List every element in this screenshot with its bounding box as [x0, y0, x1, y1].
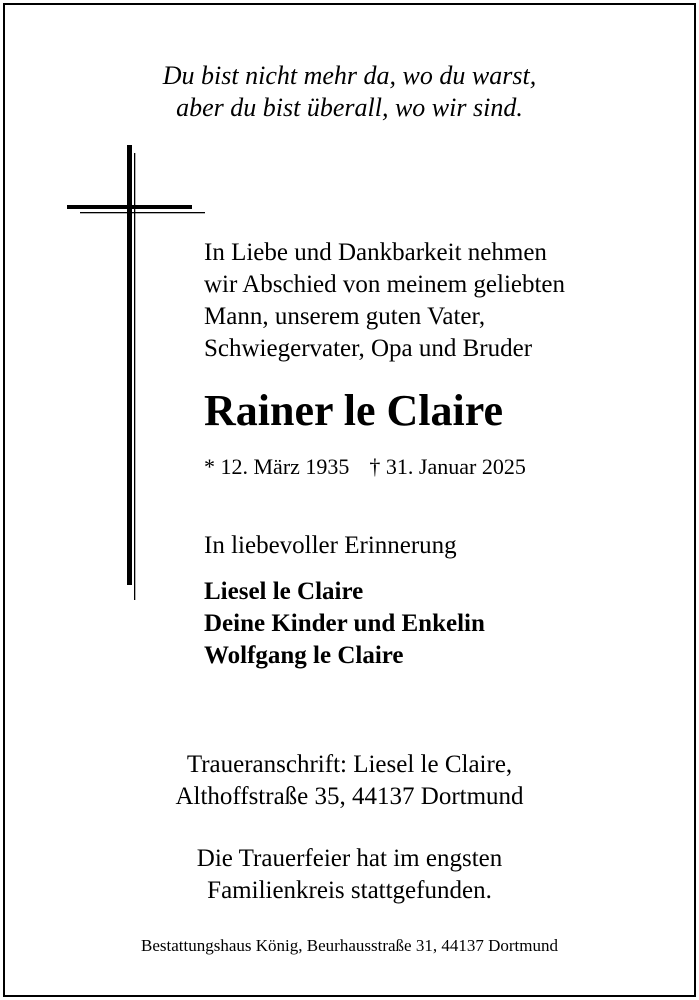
ceremony-notice — [0, 843, 699, 907]
cross-icon — [60, 145, 210, 605]
death-date: † 31. Januar 2025 — [369, 454, 526, 479]
intro-text — [204, 237, 565, 365]
intro-line-4: Schwiegervater, Opa und Bruder — [204, 335, 533, 362]
deceased-name: Rainer le Claire — [204, 386, 503, 435]
signer-3: Wolfgang le Claire — [204, 642, 404, 669]
intro-line-2: wir Abschied von meinem geliebten — [204, 271, 566, 298]
motto-quote — [0, 60, 699, 124]
intro-line-1: In Liebe und Dankbarkeit nehmen — [204, 239, 547, 266]
mourning-address — [0, 749, 699, 813]
signer-2: Deine Kinder und Enkelin — [204, 610, 485, 637]
address-line-2: Althoffstraße 35, 44137 Dortmund — [175, 783, 524, 810]
memory-line: In liebevoller Erinnerung — [204, 532, 457, 559]
birth-date: * 12. März 1935 — [204, 454, 350, 479]
undertaker-info: Bestattungshaus König, Beurhausstraße 31, 44137 Dortmund — [141, 936, 558, 955]
address-line-1: Traueranschrift: Liesel le Claire, — [186, 751, 513, 778]
motto-line-1: Du bist nicht mehr da, wo du warst, — [162, 61, 537, 90]
ceremony-line-2: Familienkreis stattgefunden. — [207, 877, 492, 904]
signers-list — [204, 576, 485, 672]
life-dates — [204, 453, 526, 481]
ceremony-line-1: Die Trauerfeier hat im engsten — [196, 845, 503, 872]
signer-1: Liesel le Claire — [204, 578, 364, 605]
intro-line-3: Mann, unserem guten Vater, — [204, 303, 486, 330]
motto-line-2: aber du bist überall, wo wir sind. — [176, 93, 523, 122]
